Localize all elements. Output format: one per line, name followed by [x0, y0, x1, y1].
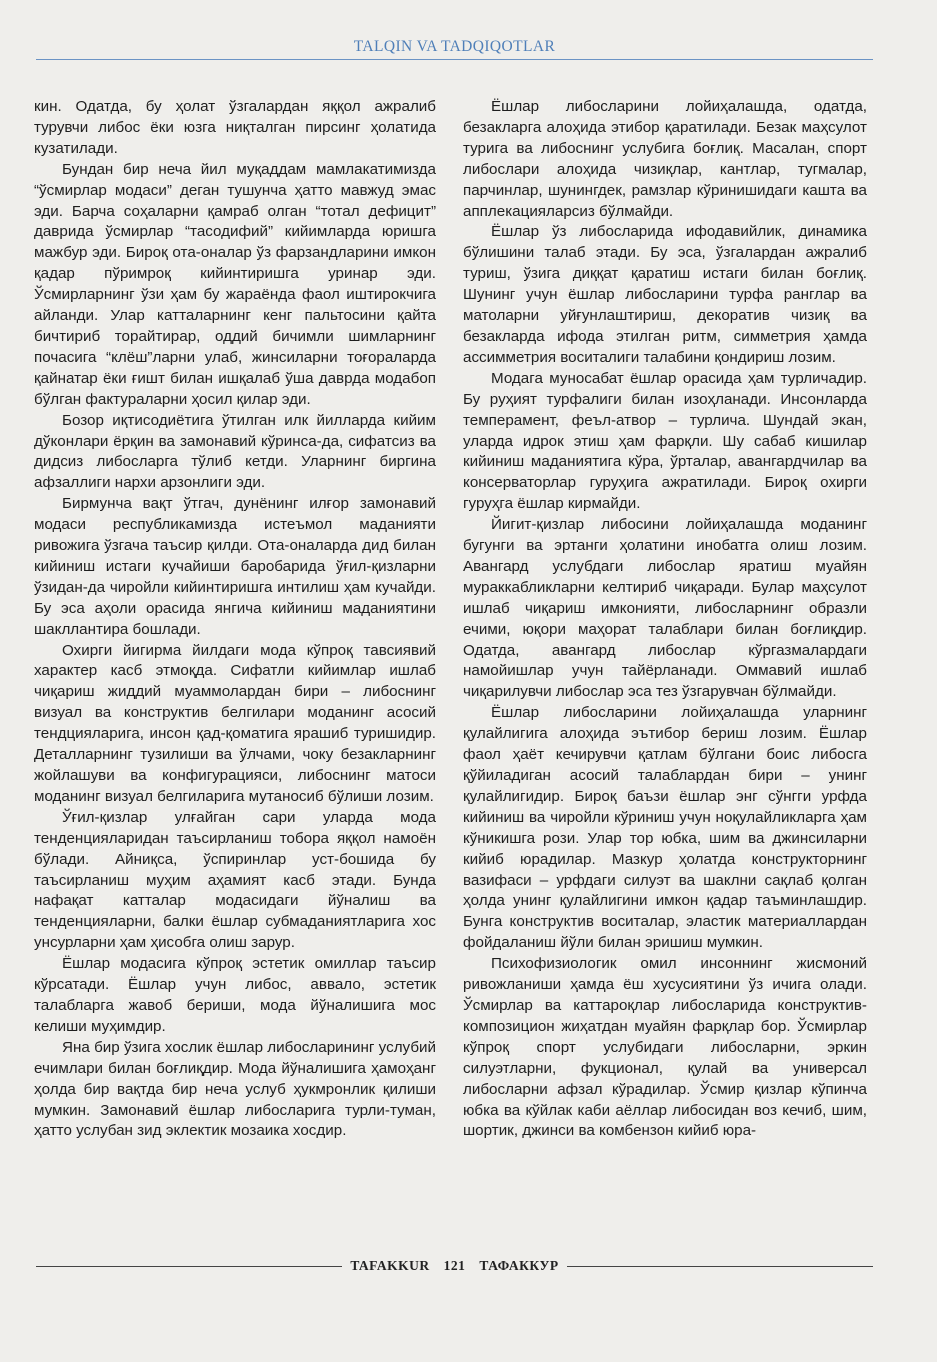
paragraph: Ёшлар модасига кўпроқ эстетик омиллар таъсир кўрсатади. Ёшлар учун либос, аввало, эстетик талабларга жавоб бериши, мода йўналишига мос келиши муҳимдир. — [34, 955, 436, 1035]
paragraph: Бозор иқтисодиётига ўтилган илк йилларда кийим дўконлари ёрқин ва замонавий кўринса-да, сифатсиз ва дидсиз либосларга тўлиб кетди. Уларнинг биргина афзаллиги нархи арзонлиги эди. — [34, 411, 436, 492]
footer-left-rule — [36, 1266, 342, 1267]
footer-journal-name-cyrillic: ТАФАККУР — [479, 1258, 559, 1273]
paragraph: Ёшлар либосларини лойиҳалашда, одатда, безакларга алоҳида этибор қаратилади. Безак маҳсулот турига ва либоснинг услубига боғлиқ. Масалан, спорт либослари алоҳида чизиқлар, кантлар, тугмалар, парчинлар, шунингдек, рамзлар кўринишидаги кашта ва апплекацияларсиз бўлмайди. — [463, 98, 867, 220]
paragraph: Йигит-қизлар либосини лойиҳалашда моданинг бугунги ва эртанги ҳолатини инобатга олиш лозим. Авангард услубдаги либослар яратиш муайян мураккабликларни келтириб чиқаради. Булар маҳсулот ишлаб чиқариш имконияти, либосларнинг образли ечими, юқори маҳорат талаблари билан боғлиқдир. Одатда, авангард либослар кўргазмалардаги намойишлар учун тайёрланади. Оммавий ишлаб чиқарилувчи либослар эса тез ўзгарувчан бўлмайди. — [463, 516, 867, 701]
paragraph: Ёшлар ўз либосларида ифодавийлик, динамика бўлишини талаб этади. Бу эса, ўзгалардан ажралиб туриш, ўзига диққат қаратиш истаги билан боғлиқ. Шунинг учун ёшлар либосларини турфа ранглар ва матоларни уйғунлаштириш, декоратив чизиқ ва безакларда ифода этилган ритм, симметрия ҳамда ассимметрия воситалиги талабини қондириш лозим. — [463, 223, 867, 366]
header-divider — [36, 59, 873, 60]
running-header: TALQIN VA TADQIQOTLAR — [353, 38, 556, 55]
paragraph: Бундан бир неча йил муқаддам мамлакатимизда “ўсмирлар модаси” деган тушунча ҳатто мавжуд эмас эди. Барча соҳаларни қамраб олган “тотал дефицит” даврида ўсмирлар “тасодифий” кийимларда юришга мажбур эди. Бироқ ота-оналар ўз фарзандларини имкон қадар пўримроқ кийинтиришга уринар эди. Ўсмирларнинг ўзи ҳам бу жараёнда фаол иштирокчига айланди. Улар катталарнинг кенг пальтосини қайта бичтириб торайтирар, оддий бичимли шимларнинг почасига “клёш”ларни улаб, жинсиларни тоғораларда қайнатар ёки ғишт билан ишқалаб ўша даврда модабоп бўлган фактураларни ҳосил қилар эди. — [34, 160, 436, 408]
right-text-column — [463, 97, 867, 1142]
footer-right-rule — [567, 1266, 873, 1267]
page-number: 121 — [443, 1258, 466, 1273]
left-text-column — [34, 97, 436, 1142]
paragraph: Ўғил-қизлар улғайган сари уларда мода тенденцияларидан таъсирланиш тобора яққол намоён бўлади. Айниқса, ўспиринлар уст-бошида бу таъсирланиш муҳим аҳамият касб этади. Бунда нафақат катталар модасидаги йўналиш ва тенденцияларни, балки ёшлар субмаданиятларига хос унсурларни ҳам ҳисобга олиш зарур. — [34, 808, 436, 952]
page-footer — [36, 1258, 873, 1274]
paragraph: Психофизиологик омил инсоннинг жисмоний ривожланиши ҳамда ёш хусусиятини ўз ичига олади. Ўсмирлар ва каттароқлар либосларида конструктив-композицион жиҳатдан муайян фарқлар бор. Ўсмирлар кўпроқ спорт услубидаги либосларни, эркин силуэтларни, фукционал, қулай ва универсал либосларни афзал кўрадилар. Ўсмир қизлар кўпинча юбка ва кўйлак каби аёллар либосидан воз кечиб, шим, шортик, джинси ва комбензон кийиб юра- — [463, 955, 867, 1140]
paragraph: Бирмунча вақт ўтгач, дунёнинг илғор замонавий модаси республикамизда истеъмол маданияти ривожига ўзгача таъсир қилди. Ота-оналарда дид билан кийиниш истаги кучайиши баробарида ўғил-қизларни ўзидан-да чиройли кийинтиришга интилиш ҳам кучайди. Бу эса аҳоли орасида янгича кийиниш маданиятини шакллантира бошлади. — [34, 495, 436, 638]
paragraph: Охирги йигирма йилдаги мода кўпроқ тавсиявий характер касб этмоқда. Сифатли кийимлар ишлаб чиқариш жиддий муаммолардан бири – либоснинг визуал ва конструктив белгилари моданинг асосий тендцияларига, инсон қад-қоматига ярашиб туришидир. Деталларнинг тузилиши ва ўлчами, чоку безакларнинг жойлашуви ва конфигурацияси, либоснинг матоси моданинг визуал белгиларига мутаносиб бўлиши лозим. — [34, 641, 436, 805]
footer-journal-name-latin: TAFAKKUR — [350, 1258, 430, 1273]
paragraph: Модага муносабат ёшлар орасида ҳам турличадир. Бу руҳият турфалиги билан изоҳланади. Инсонларда темперамент, феъл-атвор – турлича. Шундай экан, уларда идрок этиш ҳам фарқли. Шу сабаб кишилар кийиниш маданиятига кўра, ўрталар, авангардчилар ва консерваторлар гуруҳига ажратилади. Бироқ охирги гуруҳга ёшлар кирмайди. — [463, 369, 867, 513]
paragraph: Ёшлар либосларини лойиҳалашда уларнинг қулайлигига алоҳида эътибор бериш лозим. Ёшлар фаол ҳаёт кечирувчи қатлам бўлгани боис либосга қўйиладиган асосий талаблардан бири – унинг қулайлигидир. Бироқ баъзи ёшлар энг сўнгги урфда кийиниш ва чиройли кўриниш учун ноқулайликларга ҳам кўникишга рози. Улар тор юбка, шим ва джинсиларни кийиб юрадилар. Мазкур ҳолатда конструкторнинг вазифаси – урфдаги силуэт ва шаклни сақлаб қолган ҳолда унинг қулайлигини имкон қадар таъминлашдир. Бунга конструктив воситалар, эластик материаллардан фойдаланиш йўли билан эришиш мумкин. — [463, 704, 867, 952]
paragraph: кин. Одатда, бу ҳолат ўзгалардан яққол ажралиб турувчи либос ёки юзга ниқталган пирсинг ҳолатида кузатилади. — [34, 98, 436, 157]
paragraph: Яна бир ўзига хослик ёшлар либосларининг услубий ечимлари билан боғлиқдир. Мода йўналишига ҳамоҳанг ҳолда бир вақтда бир неча услуб ҳукмронлик қилиши мумкин. Замонавий ёшлар либосларига турли-туман, ҳатто услубан зид эклектик мозаика хосдир. — [34, 1038, 436, 1140]
